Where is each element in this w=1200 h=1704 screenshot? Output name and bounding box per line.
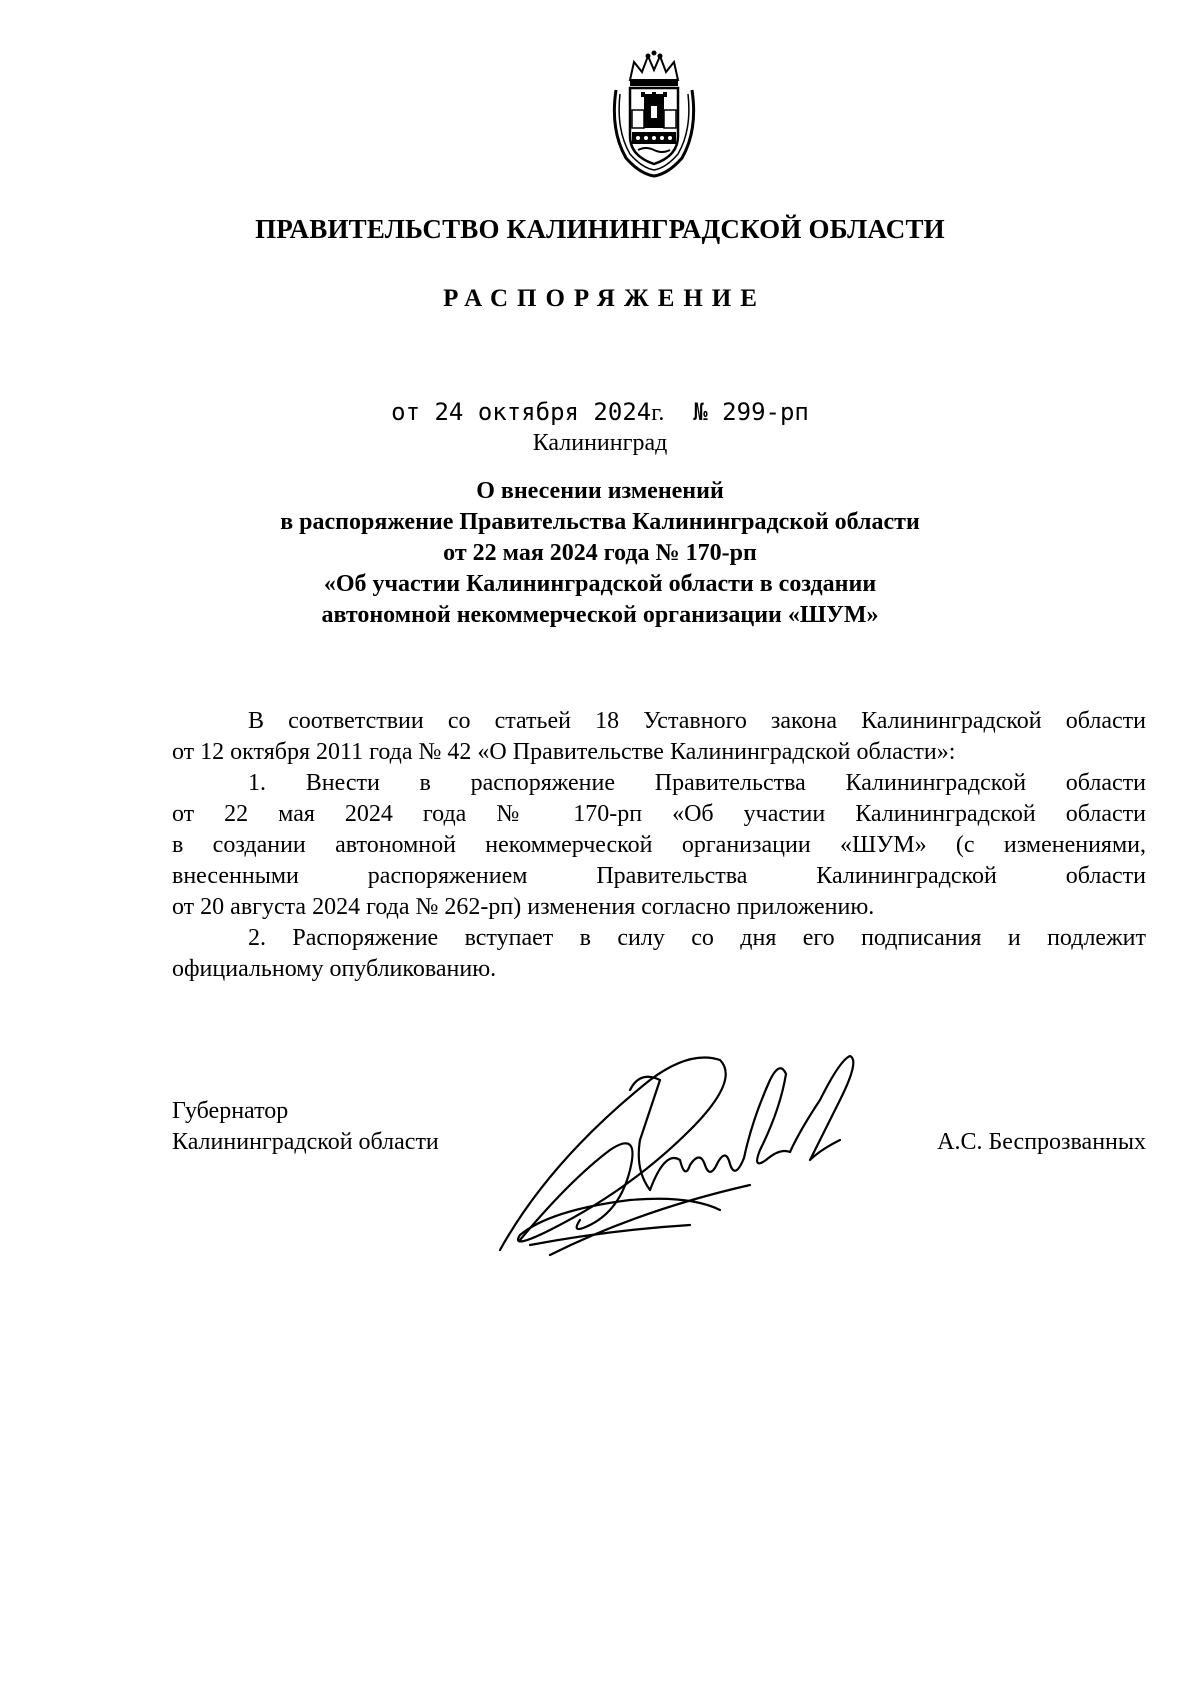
coat-of-arms-emblem bbox=[608, 50, 700, 178]
item1-line: в создании автономной некоммерческой организации «ШУМ» (с изменениями, bbox=[172, 832, 1146, 858]
signatory-name: А.С. Беспрозванных bbox=[937, 1129, 1146, 1155]
date-number-line bbox=[0, 398, 1200, 427]
item2-line: 2. Распоряжение вступает в силу со дня его подписания и подлежит bbox=[248, 925, 1146, 951]
preamble-line: от 12 октября 2011 года № 42 «О Правительстве Калининградской области»: bbox=[172, 739, 956, 765]
document-number: № 299-рп bbox=[693, 398, 809, 426]
document-type: РАСПОРЯЖЕНИЕ bbox=[443, 285, 766, 312]
item2-line: официальному опубликованию. bbox=[172, 956, 497, 982]
organization-name: ПРАВИТЕЛЬСТВО КАЛИНИНГРАДСКОЙ ОБЛАСТИ bbox=[255, 214, 945, 244]
title-line: О внесении изменений bbox=[476, 478, 724, 504]
title-line: автономной некоммерческой организации «ШУМ» bbox=[321, 602, 879, 628]
city: Калининград bbox=[532, 430, 668, 456]
title-line: от 22 мая 2024 года № 170-рп bbox=[443, 540, 757, 566]
document-body bbox=[172, 706, 1146, 985]
handwritten-signature bbox=[490, 1040, 910, 1280]
item1-line: от 20 августа 2024 года № 262-рп) изменения согласно приложению. bbox=[172, 894, 875, 920]
year-suffix: г. bbox=[651, 400, 665, 426]
title-line: «Об участии Калининградской области в создании bbox=[323, 571, 877, 597]
title-line: в распоряжение Правительства Калининградской области bbox=[280, 509, 920, 535]
signatory-position bbox=[172, 1096, 439, 1158]
item1-line: 1. Внести в распоряжение Правительства Калининградской области bbox=[248, 770, 1146, 796]
position-line: Калининградской области bbox=[172, 1129, 439, 1155]
document-title bbox=[0, 476, 1200, 631]
preamble-line: В соответствии со статьей 18 Уставного закона Калининградской области bbox=[248, 708, 1146, 734]
document-date: от 24 октября 2024 bbox=[391, 398, 652, 426]
item1-line: внесенными распоряжением Правительства Калининградской области bbox=[172, 863, 1146, 889]
position-line: Губернатор bbox=[172, 1098, 289, 1124]
item1-line: от 22 мая 2024 года № 170-рп «Об участии Калининградской области bbox=[172, 801, 1146, 827]
